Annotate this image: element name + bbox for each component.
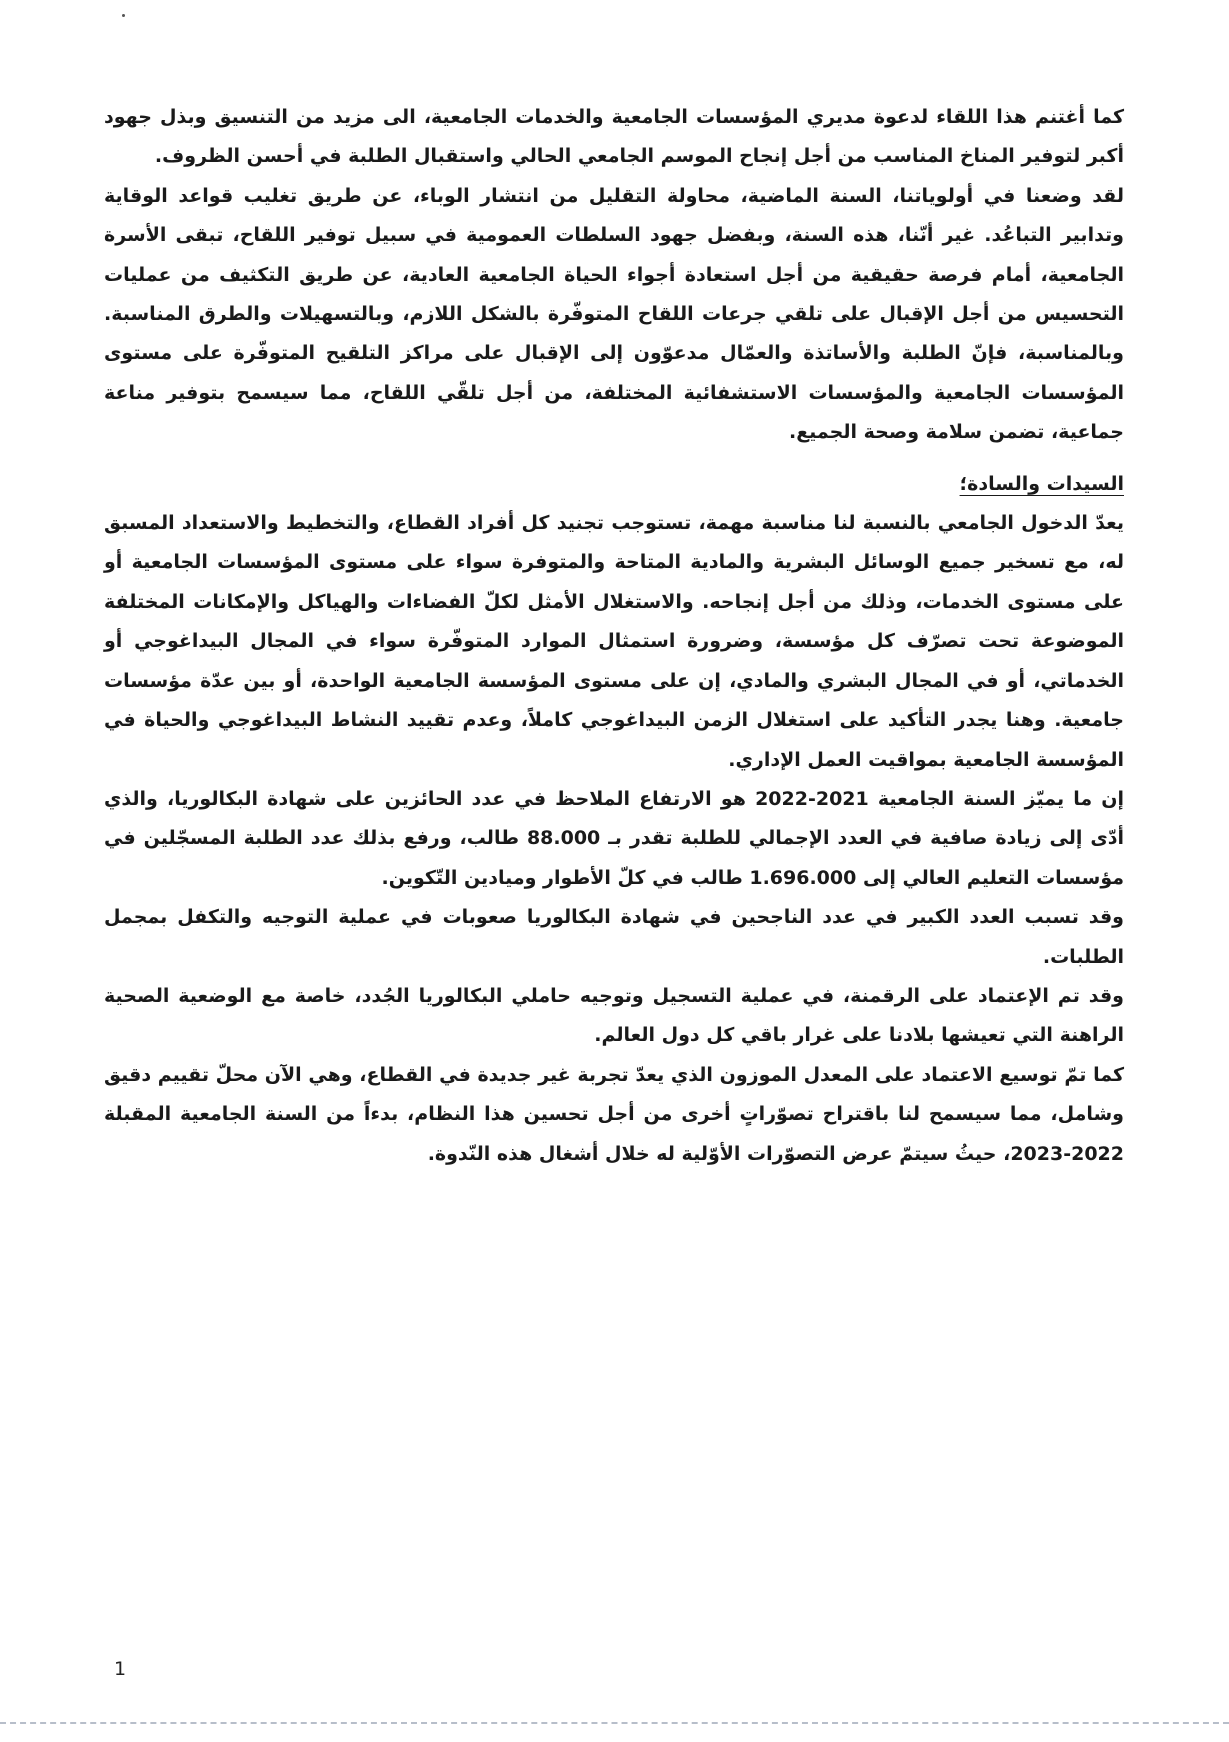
paragraph-university-entry: يعدّ الدخول الجامعي بالنسبة لنا مناسبة مهمة، تستوجب تجنيد كل أفراد القطاع، والتخطيط والاستعداد المسبق له، مع تسخير جميع الوسائل البشرية والمادية المتاحة والمتوفرة سواء على مستوى المؤسسات الجامعية أو على مستوى الخدمات، وذلك من أجل إنجاحه. والاستغلال الأمثل لكلّ الفضاءات والهياكل والإمكانات المختلفة الموضوعة تحت تصرّف كل مؤسسة، وضرورة استمثال الموارد المتوفّرة سواء في المجال البيداغوجي أو الخدماتي، أو في المجال البشري والمادي، إن على مستوى المؤسسة الجامعية الواحدة، أو بين عدّة مؤسسات جامعية. وهنا يجدر التأكيد على استغلال الزمن البيداغوجي كاملاً، وعدم تقييد النشاط البيداغوجي والحياة في المؤسسة الجامعية بمواقيت العمل الإداري. bbox=[104, 512, 1124, 771]
paragraph-student-numbers: إن ما يميّز السنة الجامعية 2021-2022 هو الارتفاع الملاحظ في عدد الحائزين على شهادة البكالوريا، والذي أدّى إلى زيادة صافية في العدد الإجمالي للطلبة تقدر بـ 88.000 طالب، ورفع بذلك عدد الطلبة المسجّلين في مؤسسات التعليم العالي إلى 1.696.000 طالب في كلّ الأطوار وميادين التّكوين. bbox=[104, 787, 1124, 889]
section-heading: السيدات والسادة؛ bbox=[959, 472, 1124, 495]
paragraph-digitization: وقد تم الإعتماد على الرقمنة، في عملية التسجيل وتوجيه حاملي البكالوريا الجُدد، خاصة مع الوضعية الصحية الراهنة التي تعيشها بلادنا على غرار باقي كل دول العالم. bbox=[104, 984, 1124, 1047]
page-number: 1 bbox=[114, 1658, 127, 1680]
paragraph-vaccination: لقد وضعنا في أولوياتنا، السنة الماضية، محاولة التقليل من انتشار الوباء، عن طريق تغليب قواعد الوقاية وتدابير التباعُد. غير أنّنا، هذه السنة، وبفضل جهود السلطات العمومية في سبيل توفير اللقاح، تبقى الأسرة الجامعية، أمام فرصة حقيقية من أجل استعادة أجواء الحياة الجامعية العادية، عن طريق التكثيف من عمليات التحسيس من أجل الإقبال على تلقي جرعات اللقاح المتوفّرة بالشكل اللازم، وبالتسهيلات والطرق المناسبة. وبالمناسبة، فإنّ الطلبة والأساتذة والعمّال مدعوّون إلى الإقبال على مراكز التلقيح المتوفّرة على مستوى المؤسسات الجامعية والمؤسسات الاستشفائية المختلفة، من أجل تلقّي اللقاح، مما سيسمح بتوفير مناعة جماعية، تضمن سلامة وصحة الجميع. bbox=[104, 184, 1124, 444]
paragraph-weighted-average: كما تمّ توسيع الاعتماد على المعدل الموزون الذي يعدّ تجربة غير جديدة في القطاع، وهي الآن محلّ تقييم دقيق وشامل، مما سيسمح لنا باقتراح تصوّراتٍ أخرى من أجل تحسين هذا النظام، بدءاً من السنة الجامعية المقبلة 2022-2023، حيثُ سيتمّ عرض التصوّرات الأوّلية له خلال أشغال هذه النّدوة. bbox=[104, 1063, 1124, 1165]
paragraph-orientation-difficulty: وقد تسبب العدد الكبير في عدد الناجحين في شهادة البكالوريا صعوبات في عملية التوجيه والتكفل بمجمل الطلبات. bbox=[104, 906, 1124, 968]
scan-speck bbox=[122, 14, 125, 17]
paragraph-invitation: كما أغتنم هذا اللقاء لدعوة مديري المؤسسات الجامعية والخدمات الجامعية، الى مزيد من التنسيق وبذل جهود أكبر لتوفير المناخ المناسب من أجل إنجاح الموسم الجامعي الحالي واستقبال الطلبة في أحسن الظروف. bbox=[104, 106, 1124, 168]
document-body bbox=[104, 98, 1124, 1174]
scan-bottom-edge bbox=[0, 1722, 1229, 1724]
